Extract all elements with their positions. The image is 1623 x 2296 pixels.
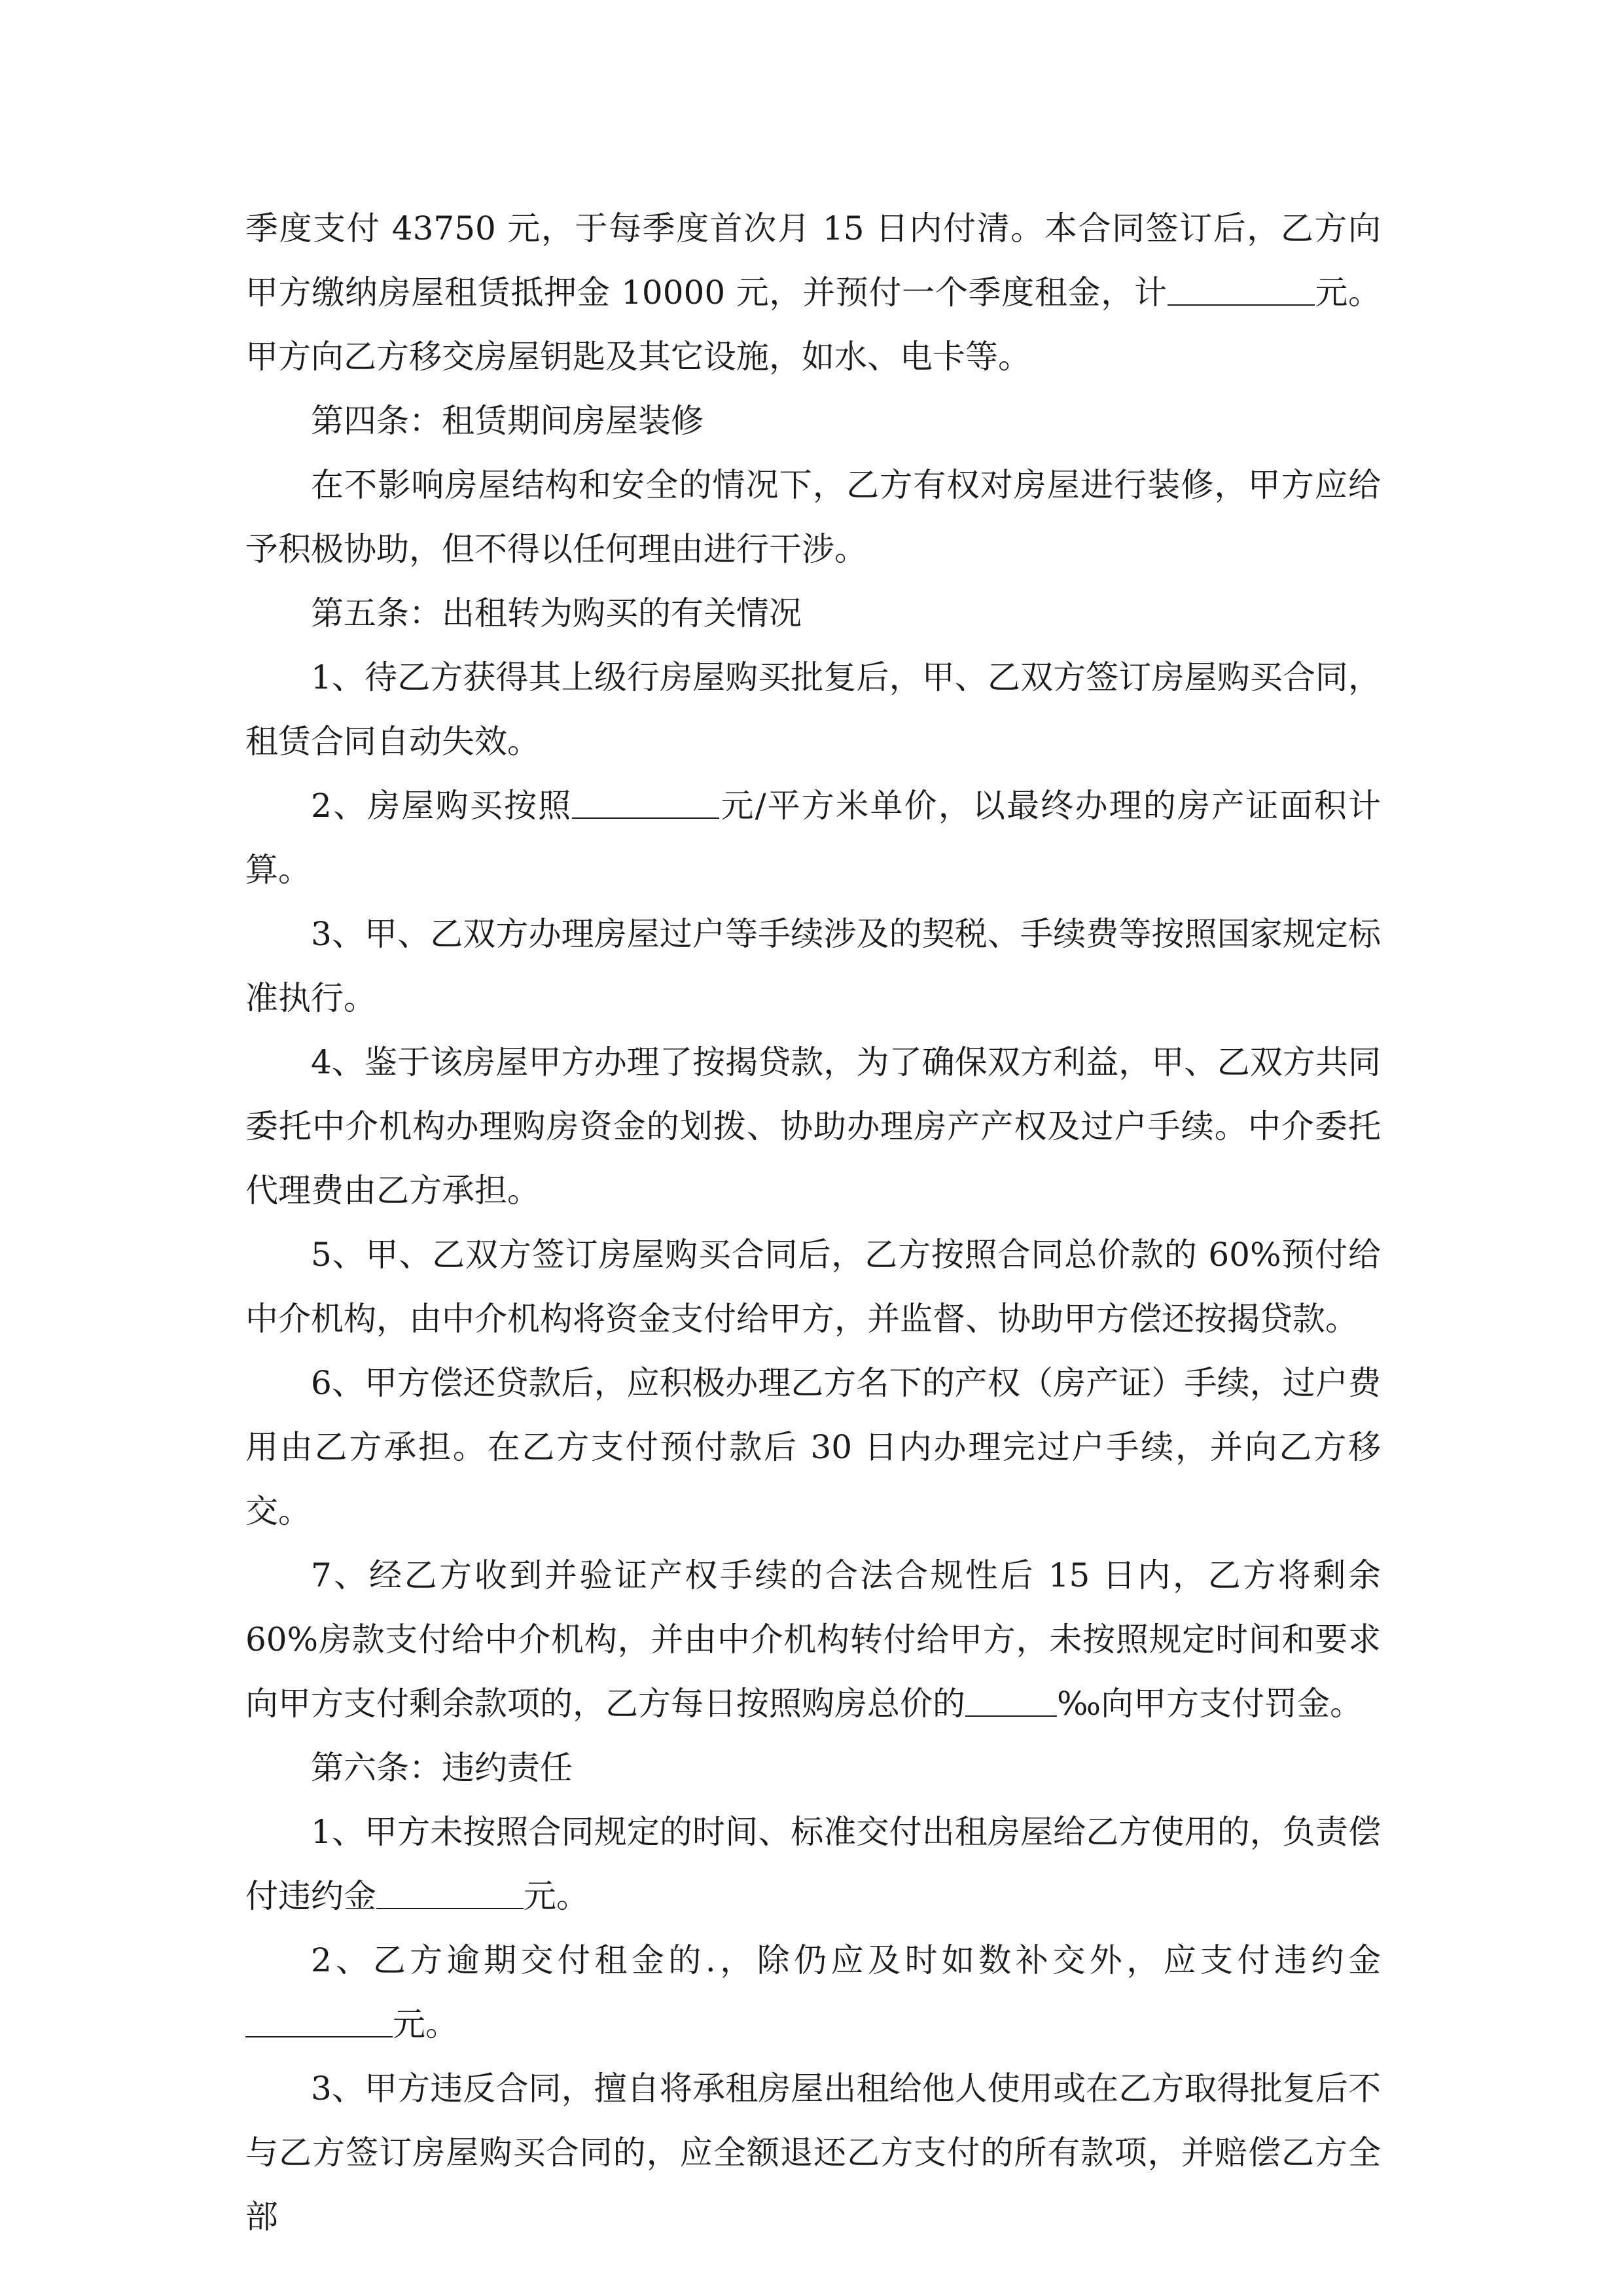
blank-lessee-penalty	[245, 2007, 393, 2037]
article-6-item-1: 1、甲方未按照合同规定的时间、标准交付出租房屋给乙方使用的，负责偿付违约金 元。	[245, 1813, 1381, 1915]
blank-lessor-penalty	[376, 1878, 524, 1909]
article-5-item-1: 1、待乙方获得其上级行房屋购买批复后，甲、乙双方签订房屋购买合同，租赁合同自动失效。	[245, 658, 1381, 761]
article-4-title: 第四条：租赁期间房屋装修	[311, 402, 704, 440]
article-6-title: 第六条：违约责任	[311, 1749, 573, 1787]
article-6-item-2: 2、乙方逾期交付租金的.，除仍应及时如数补交外，应支付违约金元。	[245, 1928, 1381, 2056]
article-5-item-5: 5、甲、乙双方签订房屋购买合同后，乙方按照合同总价款的 60%预付给中介机构，由中介机构将资金支付给甲方，并监督、协助甲方偿还按揭贷款。	[245, 1236, 1381, 1338]
article-5-item-4: 4、鉴于该房屋甲方办理了按揭贷款，为了确保双方利益，甲、乙双方共同委托中介机构办理购房资金的划拨、协助办理房产产权及过户手续。中介委托代理费由乙方承担。	[245, 1043, 1381, 1210]
article-5-item-2: 2、房屋购买按照 元/平方米单价，以最终办理的房产证面积计算。	[245, 787, 1381, 889]
blank-unit-price	[572, 788, 719, 819]
blank-penalty-rate	[965, 1686, 1057, 1717]
blank-quarter-rent	[1168, 275, 1315, 306]
contract-body	[245, 196, 1381, 2249]
article-5-item-6: 6、甲方偿还贷款后，应积极办理乙方名下的产权（房产证）手续，过户费用由乙方承担。在乙方支付预付款后 30 日内办理完过户手续，并向乙方移交。	[245, 1364, 1381, 1530]
article-5-title: 第五条：出租转为购买的有关情况	[311, 594, 802, 632]
article-5-item-7: 7、经乙方收到并验证产权手续的合法合规性后 15 日内，乙方将剩余 60%房款支付给中介机构，并由中介机构转付给甲方，未按照规定时间和要求向甲方支付剩余款项的，乙方每日按照购房总价的 ‰向甲方支付罚金。	[245, 1556, 1381, 1723]
article-6-item-3: 3、甲方违反合同，擅自将承租房屋出租给他人使用或在乙方取得批复后不与乙方签订房屋购买合同的，应全额退还乙方支付的所有款项，并赔偿乙方全部	[245, 2070, 1381, 2236]
article-5-item-3: 3、甲、乙双方办理房屋过户等手续涉及的契税、手续费等按照国家规定标准执行。	[245, 915, 1381, 1017]
article-4-body: 在不影响房屋结构和安全的情况下，乙方有权对房屋进行装修，甲方应给予积极协助，但不得以任何理由进行干涉。	[245, 466, 1381, 568]
paragraph-payment-terms: 季度支付 43750 元，于每季度首次月 15 日内付清。本合同签订后，乙方向甲方缴纳房屋租赁抵押金 10000 元，并预付一个季度租金，计 元。甲方向乙方移交房屋钥匙及其它设施，如水、电卡等。	[245, 209, 1382, 376]
